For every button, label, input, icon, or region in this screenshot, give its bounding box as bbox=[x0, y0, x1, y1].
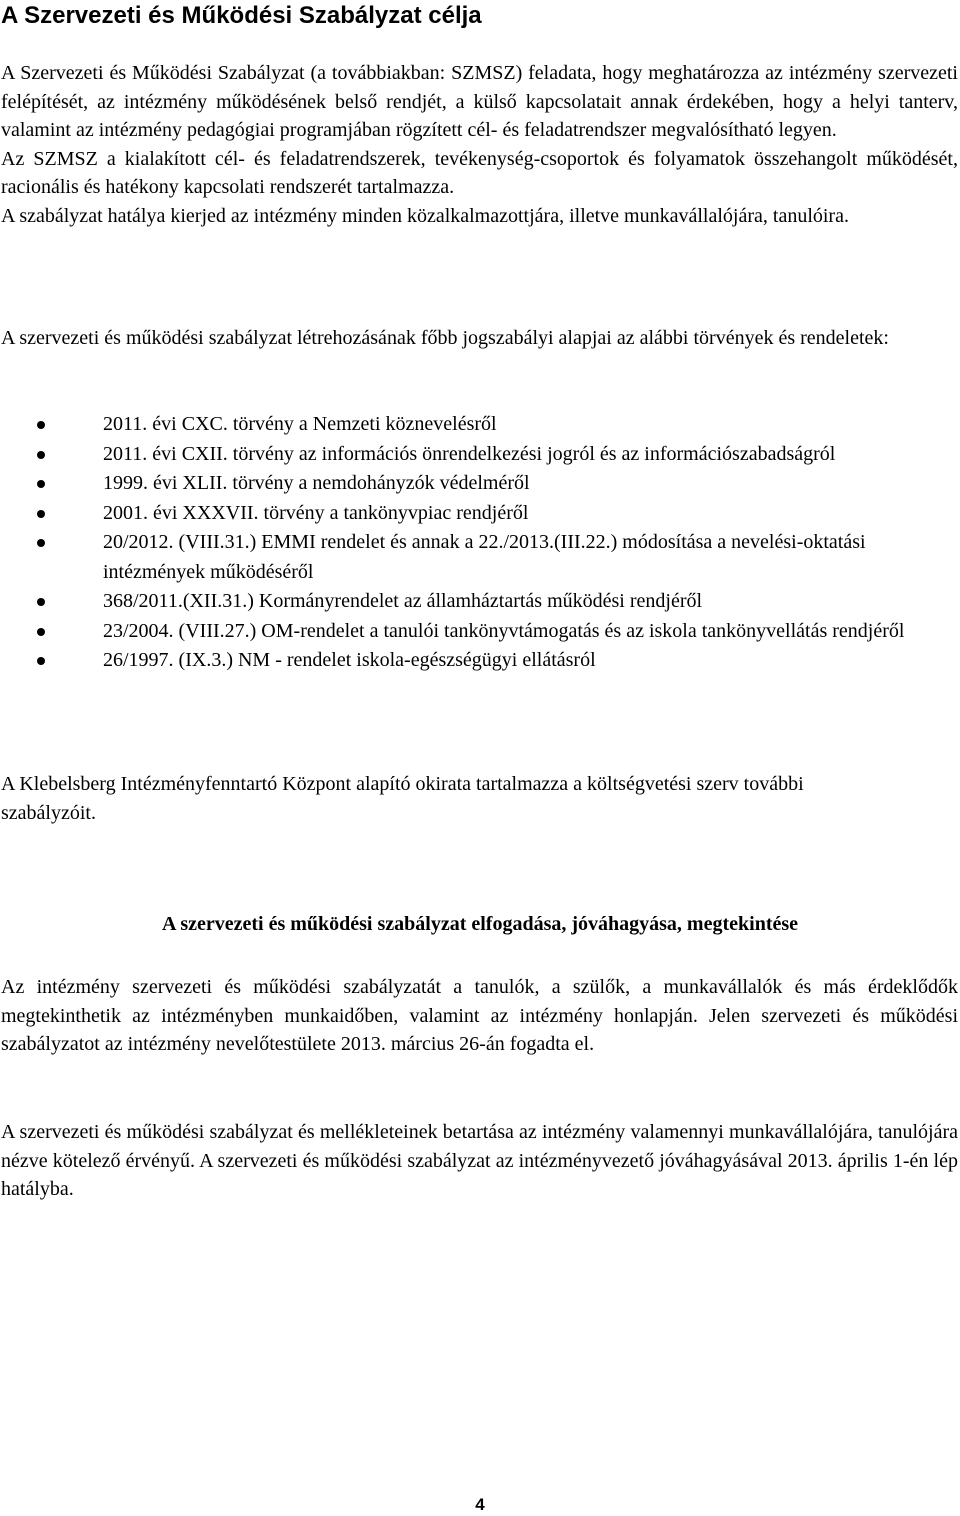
bullet-icon bbox=[37, 657, 45, 665]
law-list bbox=[0, 410, 920, 676]
list-item: 2011. évi CXC. törvény a Nemzeti köznevelésről bbox=[0, 410, 920, 440]
list-item: 20/2012. (VIII.31.) EMMI rendelet és annak a 22./2013.(III.22.) módosítása a nevelési-oktatási intézmények működéséről bbox=[0, 528, 920, 587]
bullet-icon bbox=[37, 451, 45, 459]
paragraph-scope: A szabályzat hatálya kierjed az intézmény minden közalkalmazottjára, illetve munkavállalójára, tanulóira. bbox=[1, 204, 849, 227]
approval-paragraph-block bbox=[1, 973, 958, 1059]
bullet-icon bbox=[37, 539, 45, 547]
bullet-icon bbox=[37, 421, 45, 429]
paragraph-founding-charter: A Klebelsberg Intézményfenntartó Központ alapító okirata tartalmazza a költségvetési szerv további szabályzóit. bbox=[1, 773, 804, 824]
paragraph-purpose: A Szervezeti és Működési Szabályzat (a továbbiakban: SZMSZ) feladata, hogy meghatározza az intézmény szervezeti felépítését, az intézmény működésének belső rendjét, a külső kapcsolatait annak érdekében, hogy a helyi tanterv, valamint az intézmény pedagógiai programjában rögzített cél- és feladatrendszer megvalósítható legyen. bbox=[1, 62, 958, 141]
page-number: 4 bbox=[475, 1495, 485, 1514]
list-item: 368/2011.(XII.31.) Kormányrendelet az államháztartás működési rendjéről bbox=[0, 587, 920, 617]
bullet-icon bbox=[37, 628, 45, 636]
list-item: 1999. évi XLII. törvény a nemdohányzók védelméről bbox=[0, 469, 920, 499]
paragraph-legal-basis: A szervezeti és működési szabályzat létrehozásának főbb jogszabályi alapjai az alábbi törvények és rendeletek: bbox=[1, 327, 889, 349]
list-item: 26/1997. (IX.3.) NM - rendelet iskola-egészségügyi ellátásról bbox=[0, 646, 920, 676]
list-item: 2001. évi XXXVII. törvény a tankönyvpiac rendjéről bbox=[0, 499, 920, 529]
bullet-icon bbox=[37, 598, 45, 606]
bullet-icon bbox=[37, 480, 45, 488]
legal-basis-block bbox=[1, 324, 901, 353]
founding-charter-block bbox=[1, 770, 901, 827]
paragraph-entry-into-force: A szervezeti és működési szabályzat és mellékleteinek betartása az intézmény valamennyi munkavállalójára, tanulójára nézve kötelező érvényű. A szervezeti és működési szabályzat az intézményvezető jóváhagyásával 2013. április 1-én lép hatályba. bbox=[1, 1121, 958, 1200]
paragraph-viewing: Az intézmény szervezeti és működési szabályzatát a tanulók, a szülők, a munkavállalók és más érdeklődők megtekinthetik az intézményben munkaidőben, valamint az intézmény honlapján. Jelen szervezeti és működési szabályzatot az intézmény nevelőtestülete 2013. március 26-án fogadta el. bbox=[1, 976, 958, 1055]
effect-paragraph-block bbox=[1, 1118, 958, 1204]
list-item: 2011. évi CXII. törvény az információs önrendelkezési jogról és az információszabadságról bbox=[0, 440, 920, 470]
bullet-icon bbox=[37, 510, 45, 518]
intro-paragraphs bbox=[1, 59, 958, 230]
list-item: 23/2004. (VIII.27.) OM-rendelet a tanulói tankönyvtámogatás és az iskola tankönyvellátás rendjéről bbox=[0, 617, 920, 647]
section-heading-approval: A szervezeti és működési szabályzat elfogadása, jóváhagyása, megtekintése bbox=[161, 913, 799, 935]
section-heading-purpose: A Szervezeti és Működési Szabályzat célja bbox=[1, 2, 482, 29]
paragraph-contents: Az SZMSZ a kialakított cél- és feladatrendszerek, tevékenység-csoportok és folyamatok összehangolt működését, racionális és hatékony kapcsolati rendszerét tartalmazza. bbox=[1, 147, 958, 198]
